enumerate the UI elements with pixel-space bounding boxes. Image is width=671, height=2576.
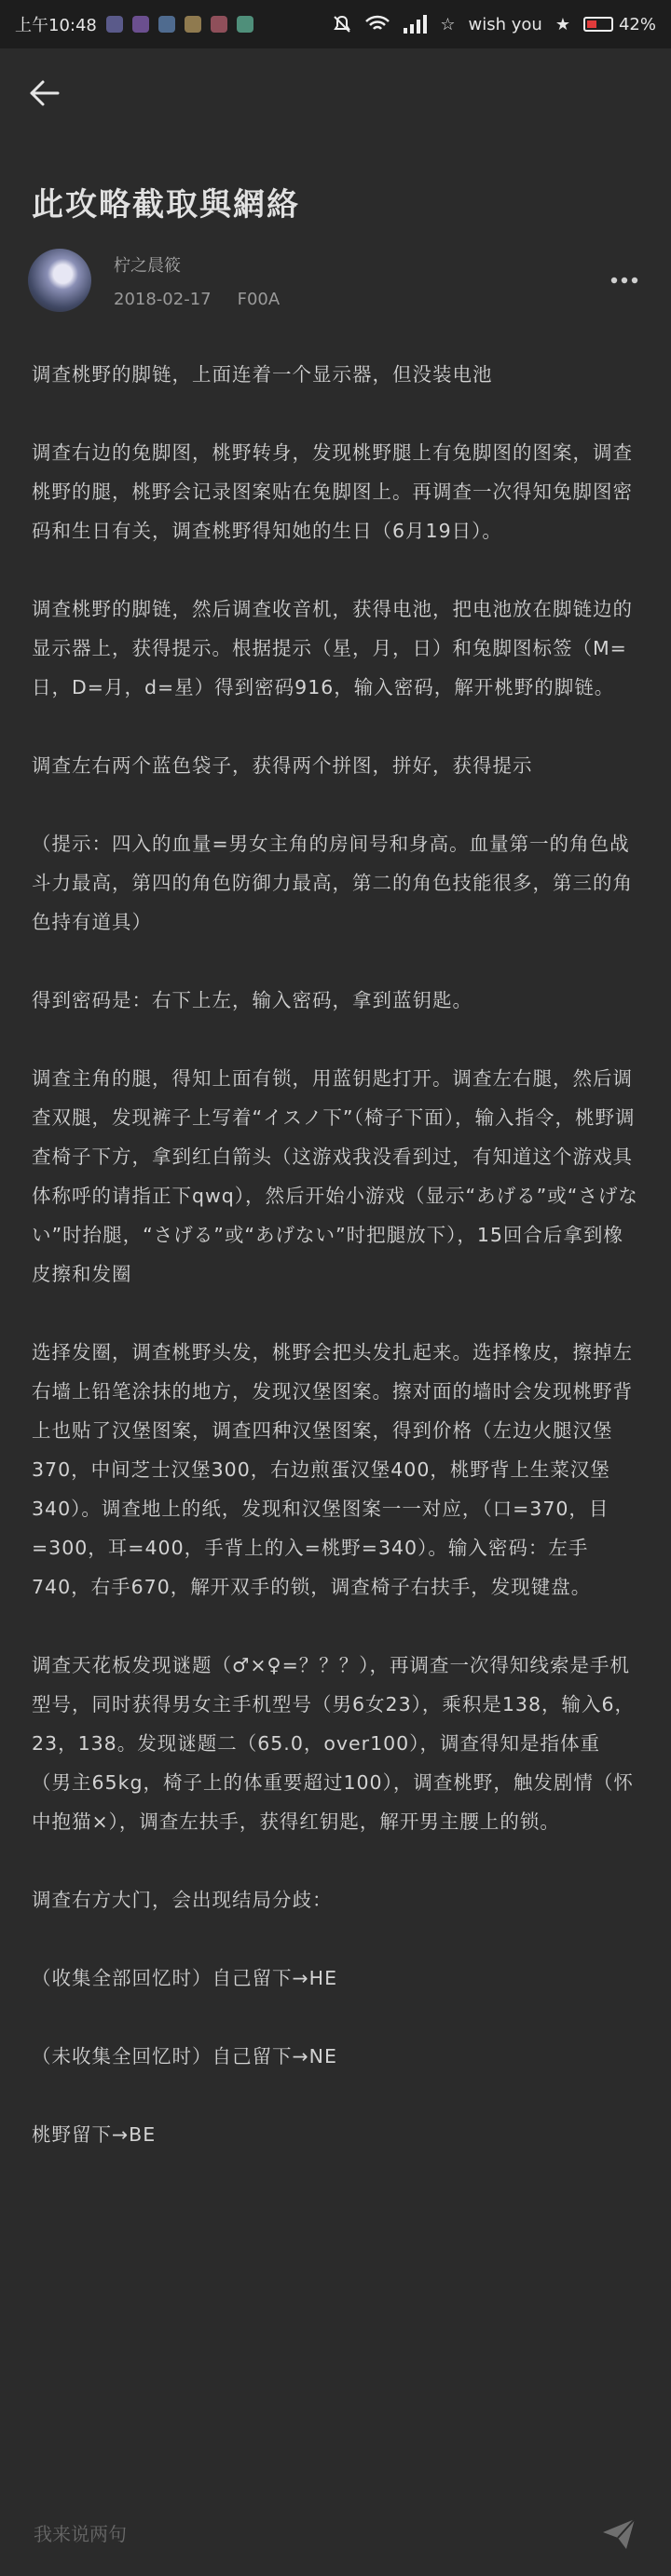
notification-app-icon [158,16,175,33]
carrier-star-icon: ☆ [440,14,456,34]
paragraph: 得到密码是：右下上左，输入密码，拿到蓝钥匙。 [32,989,472,1011]
paragraph: （收集全部回忆时）自己留下→HE [32,1967,338,1989]
back-button[interactable] [24,73,65,114]
more-dots-icon [610,277,638,284]
send-icon [600,2515,637,2553]
paragraph: （未收集全回忆时）自己留下→NE [32,2045,337,2068]
paragraph: 调查主角的腿，得知上面有锁，用蓝钥匙打开。调查左右腿，然后调查双腿，发现裤子上写着“イスノ下”（椅子下面），输入指令，桃野调查椅子下方，拿到红白箭头（这游戏我没看到过，有知道这个游戏具体称呼的请指正下qwq），然后开始小游戏（显示“あげる”或“さげない”时抬腿，“さげる”或“あげない”时把腿放下），15回合后拿到橡皮擦和发圈 [32,1067,638,1285]
carrier-name: wish you [468,14,542,34]
status-bar [0,0,671,48]
paragraph: 桃野留下→BE [32,2123,157,2146]
status-left [15,12,253,36]
signal-icon [403,15,427,34]
status-time: 上午10:48 [15,16,97,35]
back-arrow-icon [28,76,62,110]
notification-app-icon [106,16,123,33]
paragraph: 选择发圈，调查桃野头发，桃野会把头发扎起来。选择橡皮，擦掉左右墙上铅笔涂抹的地方，发现汉堡图案。擦对面的墙时会发现桃野背上也贴了汉堡图案，调查四种汉堡图案，得到价格（左边火腿汉堡370，中间芝士汉堡300，右边煎蛋汉堡400，桃野背上生菜汉堡340）。调查地上的纸，发现和汉堡图案一一对应，（口=370，目=300，耳=400，手背上的入=桃野=340）。输入密码：左手740，右手670，解开双手的锁，调查椅子右扶手，发现键盘。 [32,1341,633,1598]
author-name[interactable]: 柠之晨筱 [114,255,181,276]
paragraph: 调查桃野的脚链，上面连着一个显示器，但没装电池 [32,363,493,386]
battery-fill [587,20,596,28]
notification-app-icon [132,16,149,33]
more-button[interactable] [606,262,643,299]
comment-input[interactable] [32,2522,598,2546]
paragraph: 调查左右两个蓝色袋子，获得两个拼图，拼好，获得提示 [32,754,533,777]
author-meta [114,290,280,309]
article-code: F00A [237,289,281,309]
notification-app-icon [185,16,201,33]
article-content [32,355,639,2154]
paragraph: （提示：四入的血量=男女主角的房间号和身高。血量第一的角色战斗力最高，第四的角色防御力最高，第二的角色技能很多，第三的角色持有道具） [32,833,633,933]
status-right [332,14,656,34]
notification-app-icon [237,16,253,33]
paragraph: 调查右方大门，会出现结局分歧： [32,1889,333,1911]
wifi-icon [365,15,390,34]
paragraph: 调查桃野的脚链，然后调查收音机，获得电池，把电池放在脚链边的显示器上，获得提示。根据提示（星，月，日）和兔脚图标签（M=日，D=月，d=星）得到密码916，输入密码，解开桃野的脚链。 [32,598,633,698]
carrier-star-icon: ★ [555,14,570,34]
battery-indicator [583,15,656,34]
author-row [28,249,643,312]
send-button[interactable] [598,2514,639,2555]
top-bar [0,48,671,138]
battery-icon [583,17,613,32]
notification-app-icon [211,16,227,33]
article-title: 此攻略截取與網絡 [32,186,300,224]
comment-bar [0,2492,671,2576]
paragraph: 调查右边的兔脚图，桃野转身，发现桃野腿上有兔脚图的图案，调查桃野的腿，桃野会记录图案贴在兔脚图上。再调查一次得知兔脚图密码和生日有关，调查桃野得知她的生日（6月19日）。 [32,441,633,542]
paragraph: 调查天花板发现谜题（♂×♀=？？？），再调查一次得知线索是手机型号，同时获得男女主手机型号（男6女23），乘积是138，输入6，23，138。发现谜题二（65.0，over100），调查得知是指体重（男主65kg，椅子上的体重要超过100），调查桃野，触发剧情（怀中抱猫×），调查左扶手，获得红钥匙，解开男主腰上的锁。 [32,1654,636,1833]
author-info [114,252,280,309]
battery-percent: 42% [618,14,656,34]
publish-date: 2018-02-17 [114,289,212,309]
avatar[interactable] [28,249,91,312]
mute-icon [332,14,352,34]
